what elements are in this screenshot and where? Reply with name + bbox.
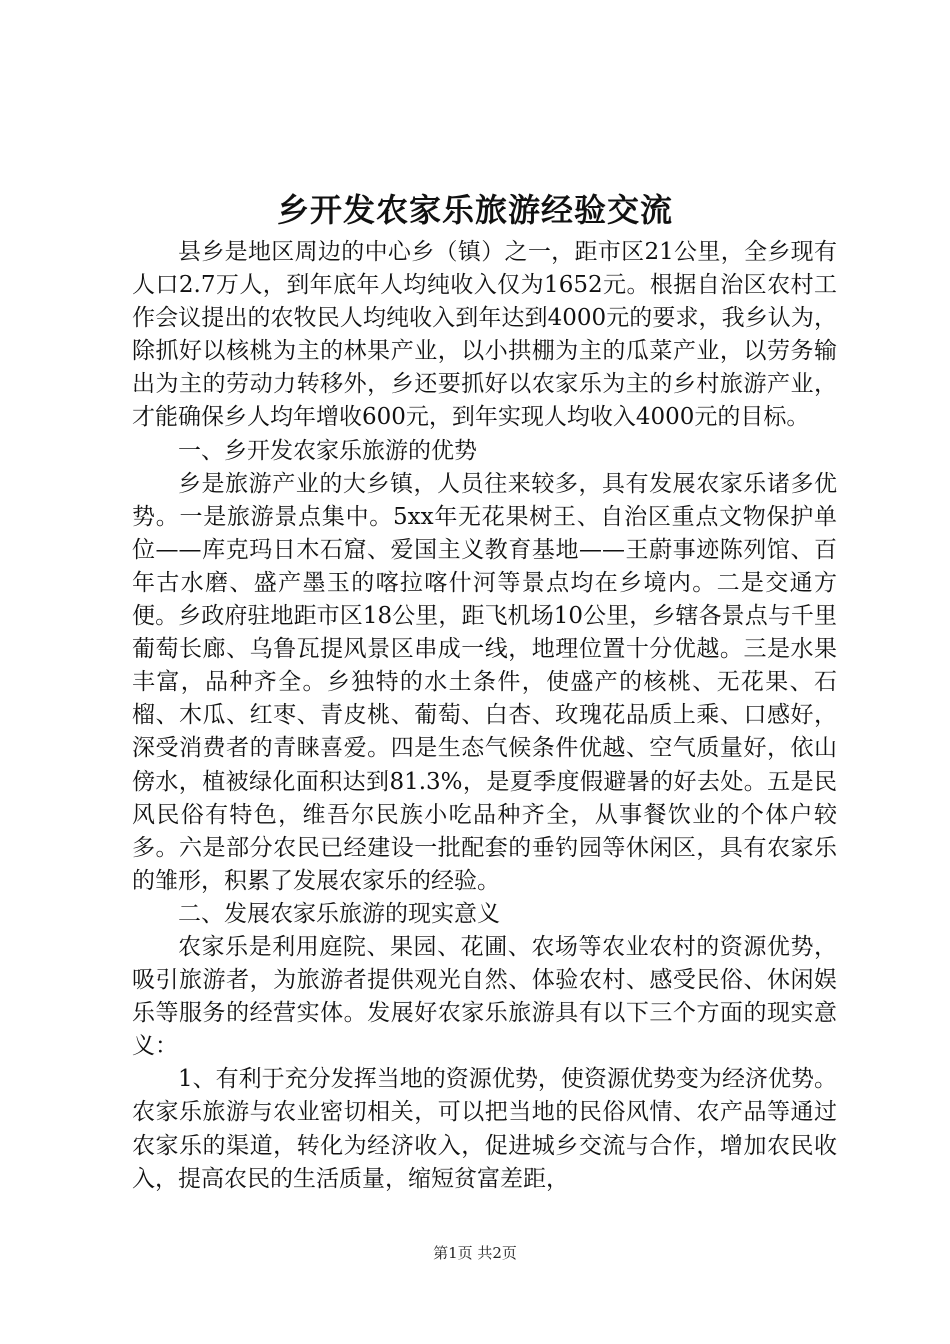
document-title: 乡开发农家乐旅游经验交流 — [276, 191, 673, 229]
document-body — [132, 236, 837, 1196]
paragraph-intro: 县乡是地区周边的中心乡（镇）之一，距市区21公里，全乡现有人口2.7万人，到年底年人均纯收入仅为1652元。根据自治区农村工作会议提出的农牧民人均纯收入到年达到4000元的要求，我乡认为，除抓好以核桃为主的林果产业，以小拱棚为主的瓜菜产业，以劳务输出为主的劳动力转移外，乡还要抓好以农家乐为主的乡村旅游产业，才能确保乡人均年增收600元，到年实现人均收入4000元的目标。 — [132, 239, 837, 431]
page-number-footer: 第1页 共2页 — [433, 1244, 517, 1262]
paragraph-advantages: 乡是旅游产业的大乡镇，人员往来较多，具有发展农家乐诸多优势。一是旅游景点集中。5xx年无花果树王、自治区重点文物保护单位——库克玛日木石窟、爱国主义教育基地——王蔚事迹陈列馆、百年古水磨、盛产墨玉的喀拉喀什河等景点均在乡境内。二是交通方便。乡政府驻地距市区18公里，距飞机场10公里，乡辖各景点与千里葡萄长廊、乌鲁瓦提风景区串成一线，地理位置十分优越。三是水果丰富，品种齐全。乡独特的水土条件，使盛产的核桃、无花果、石榴、木瓜、红枣、青皮桃、葡萄、白杏、玫瑰花品质上乘、口感好，深受消费者的青睐喜爱。四是生态气候条件优越、空气质量好，依山傍水，植被绿化面积达到81.3%，是夏季度假避暑的好去处。五是民风民俗有特色，维吾尔民族小吃品种齐全，从事餐饮业的个体户较多。六是部分农民已经建设一批配套的垂钓园等休闲区，具有农家乐的雏形，积累了发展农家乐的经验。 — [132, 470, 837, 894]
section-heading-advantages: 一、乡开发农家乐旅游的优势 — [178, 437, 477, 464]
section-heading-significance: 二、发展农家乐旅游的现实意义 — [178, 900, 500, 927]
paragraph-significance-point-1: 1、有利于充分发挥当地的资源优势，使资源优势变为经济优势。农家乐旅游与农业密切相关，可以把当地的民俗风情、农产品等通过农家乐的渠道，转化为经济收入，促进城乡交流与合作，增加农民收入，提高农民的生活质量，缩短贫富差距， — [132, 1066, 837, 1192]
paragraph-significance-intro: 农家乐是利用庭院、果园、花圃、农场等农业农村的资源优势，吸引旅游者，为旅游者提供观光自然、体验农村、感受民俗、休闲娱乐等服务的经营实体。发展好农家乐旅游具有以下三个方面的现实意义： — [132, 933, 837, 1060]
